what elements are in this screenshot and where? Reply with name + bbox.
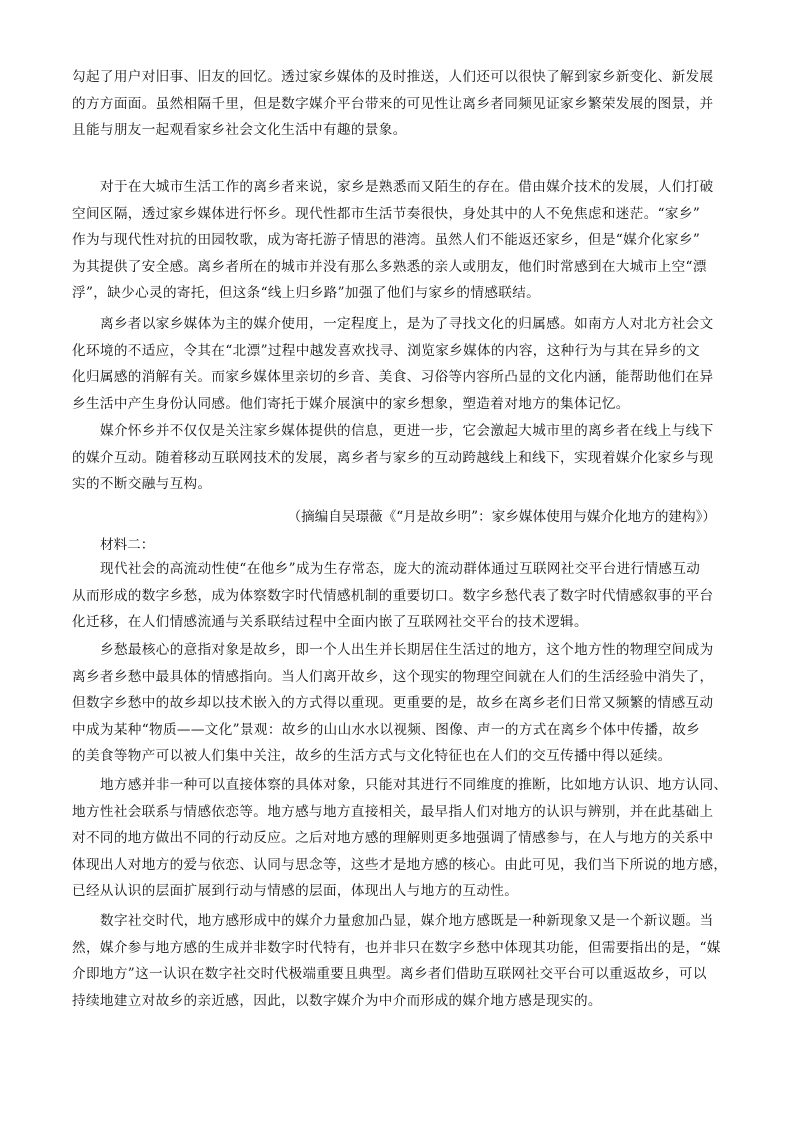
text-line: 对于在大城市生活工作的离乡者来说，家乡是熟悉而又陌生的存在。借由媒介技术的发展，人们打破 bbox=[100, 179, 714, 195]
text-line: 浮”，缺少心灵的寄托，但这条“线上归乡路”加强了他们与家乡的情感联结。 bbox=[72, 285, 541, 302]
paragraph-digital-nostalgia bbox=[72, 556, 722, 636]
text-line: 的美食等物产可以被人们集中关注，故乡的生活方式与文化特征也在人们的交互传播中得以延续。 bbox=[72, 748, 672, 765]
text-line: 勾起了用户对旧事、旧友的回忆。透过家乡媒体的及时推送，人们还可以很快了解到家乡新变化、新发展 bbox=[72, 69, 714, 85]
text-line: 空间区隔，透过家乡媒体进行怀乡。现代性都市生活节奏很快，身处其中的人不免焦虑和迷茫。“家乡” bbox=[72, 205, 701, 222]
material-two-label: 材料二： bbox=[100, 537, 155, 553]
text-line: 中成为某种“物质——文化”景观：故乡的山山水水以视频、图像、声一的方式在离乡个体中传播，故乡 bbox=[72, 721, 701, 738]
text-line: 乡愁最核心的意指对象是故乡，即一个人出生并长期居住生活过的地方，这个地方性的物理空间成为 bbox=[100, 642, 714, 658]
text-line: 但数字乡愁中的故乡却以技术嵌入的方式得以重现。更重要的是，故乡在离乡老们日常又频繁的情感互动 bbox=[72, 695, 714, 712]
text-line: 化迁移，在人们情感流通与关系联结过程中全面内嵌了互联网社交平台的技术逻辑。 bbox=[72, 614, 588, 631]
text-line: 已经从认识的层面扩展到行动与情感的层面，体现出人与地方的互动性。 bbox=[72, 883, 519, 900]
text-line: 现代社会的高流动性使“在他乡”成为生存常态，庞大的流动群体通过互联网社交平台进行情感互动 bbox=[100, 561, 701, 577]
text-line: 数字社交时代，地方感形成中的媒介力量愈加凸显，媒介地方感既是一种新现象又是一个新议题。当 bbox=[100, 913, 714, 929]
text-line: 的媒介互动。随着移动互联网技术的发展，离乡者与家乡的互动跨越线上和线下，实现着媒介化家乡与现 bbox=[72, 449, 714, 466]
text-line: 介即地方”这一认识在数字社交时代极端重要且典型。离乡者们借助互联网社交平台可以重返故乡，可以 bbox=[72, 966, 707, 983]
text-line: 对不同的地方做出不同的行动反应。之后对地方感的理解则更多地强调了情感参与，在人与地方的关系中 bbox=[72, 830, 714, 847]
paragraph-online-offline-interaction bbox=[72, 418, 722, 498]
text-line: 媒介怀乡并不仅仅是关注家乡媒体提供的信息，更进一步，它会激起大城市里的离乡者在线上与线下 bbox=[100, 423, 714, 439]
text-line: 实的不断交融与互构。 bbox=[72, 476, 212, 493]
text-line: 地方感并非一种可以直接体察的具体对象，只能对其进行不同维度的推断，比如地方认识、地方认同、 bbox=[100, 777, 728, 793]
source-citation: （摘编自吴璟薇《“月是故乡明”：家乡媒体使用与媒介化地方的建构》） bbox=[287, 509, 716, 525]
paragraph-media-nostalgia-updates bbox=[72, 64, 722, 144]
paragraph-hometown-object bbox=[72, 637, 722, 770]
text-line: 离乡者以家乡媒体为主的媒介使用，一定程度上，是为了寻找文化的归属感。如南方人对北方社会文 bbox=[100, 316, 714, 332]
text-line: 持续地建立对故乡的亲近感，因此，以数字媒介为中介而形成的媒介地方感是现实的。 bbox=[72, 992, 602, 1009]
text-line: 乡生活中产生身份认同感。他们寄托于媒介展演中的家乡想象，塑造着对地方的集体记忆。 bbox=[72, 395, 630, 412]
text-line: 且能与朋友一起观看家乡社会文化生活中有趣的景象。 bbox=[72, 122, 407, 139]
text-line: 化环境的不适应，令其在“北漂”过程中越发喜欢找寻、浏览家乡媒体的内容，这种行为与其在异乡的文 bbox=[72, 342, 701, 359]
text-line: 化归属感的消解有关。而家乡媒体里亲切的乡音、美食、习俗等内容所凸显的文化内涵，能帮助他们在异 bbox=[72, 369, 714, 386]
text-line: 然，媒介参与地方感的生成并非数字时代特有，也并非只在数字乡愁中体现其功能，但需要指出的是，“媒 bbox=[72, 939, 721, 956]
paragraph-city-migrants bbox=[72, 174, 722, 307]
text-line: 体现出人对地方的爱与依恋、认同与思念等，这些才是地方感的核心。由此可见，我们当下所说的地方感， bbox=[72, 856, 728, 873]
paragraph-sense-of-place bbox=[72, 772, 728, 905]
text-line: 地方性社会联系与情感依恋等。地方感与地方直接相关，最早指人们对地方的认识与辨别，并在此基础上 bbox=[72, 803, 714, 820]
text-line: 为其提供了安全感。离乡者所在的城市并没有那么多熟悉的亲人或朋友，他们时常感到在大城市上空“漂 bbox=[72, 258, 707, 275]
text-line: 的方方面面。虽然相隔千里，但是数字媒介平台带来的可见性让离乡者同频见证家乡繁荣发展的图景，并 bbox=[72, 95, 714, 112]
text-line: 从而形成的数字乡愁，成为体察数字时代情感机制的重要切口。数字乡愁代表了数字时代情感叙事的平台 bbox=[72, 587, 714, 604]
paragraph-cultural-belonging bbox=[72, 311, 722, 417]
text-line: 离乡者乡愁中最具体的情感指向。当人们离开故乡，这个现实的物理空间就在人们的生活经验中消失了， bbox=[72, 668, 714, 685]
paragraph-media-place-sense bbox=[72, 908, 722, 1014]
text-line: 作为与现代性对抗的田园牧歌，成为寄托游子情思的港湾。虽然人们不能返还家乡，但是“媒介化家乡” bbox=[72, 232, 701, 249]
